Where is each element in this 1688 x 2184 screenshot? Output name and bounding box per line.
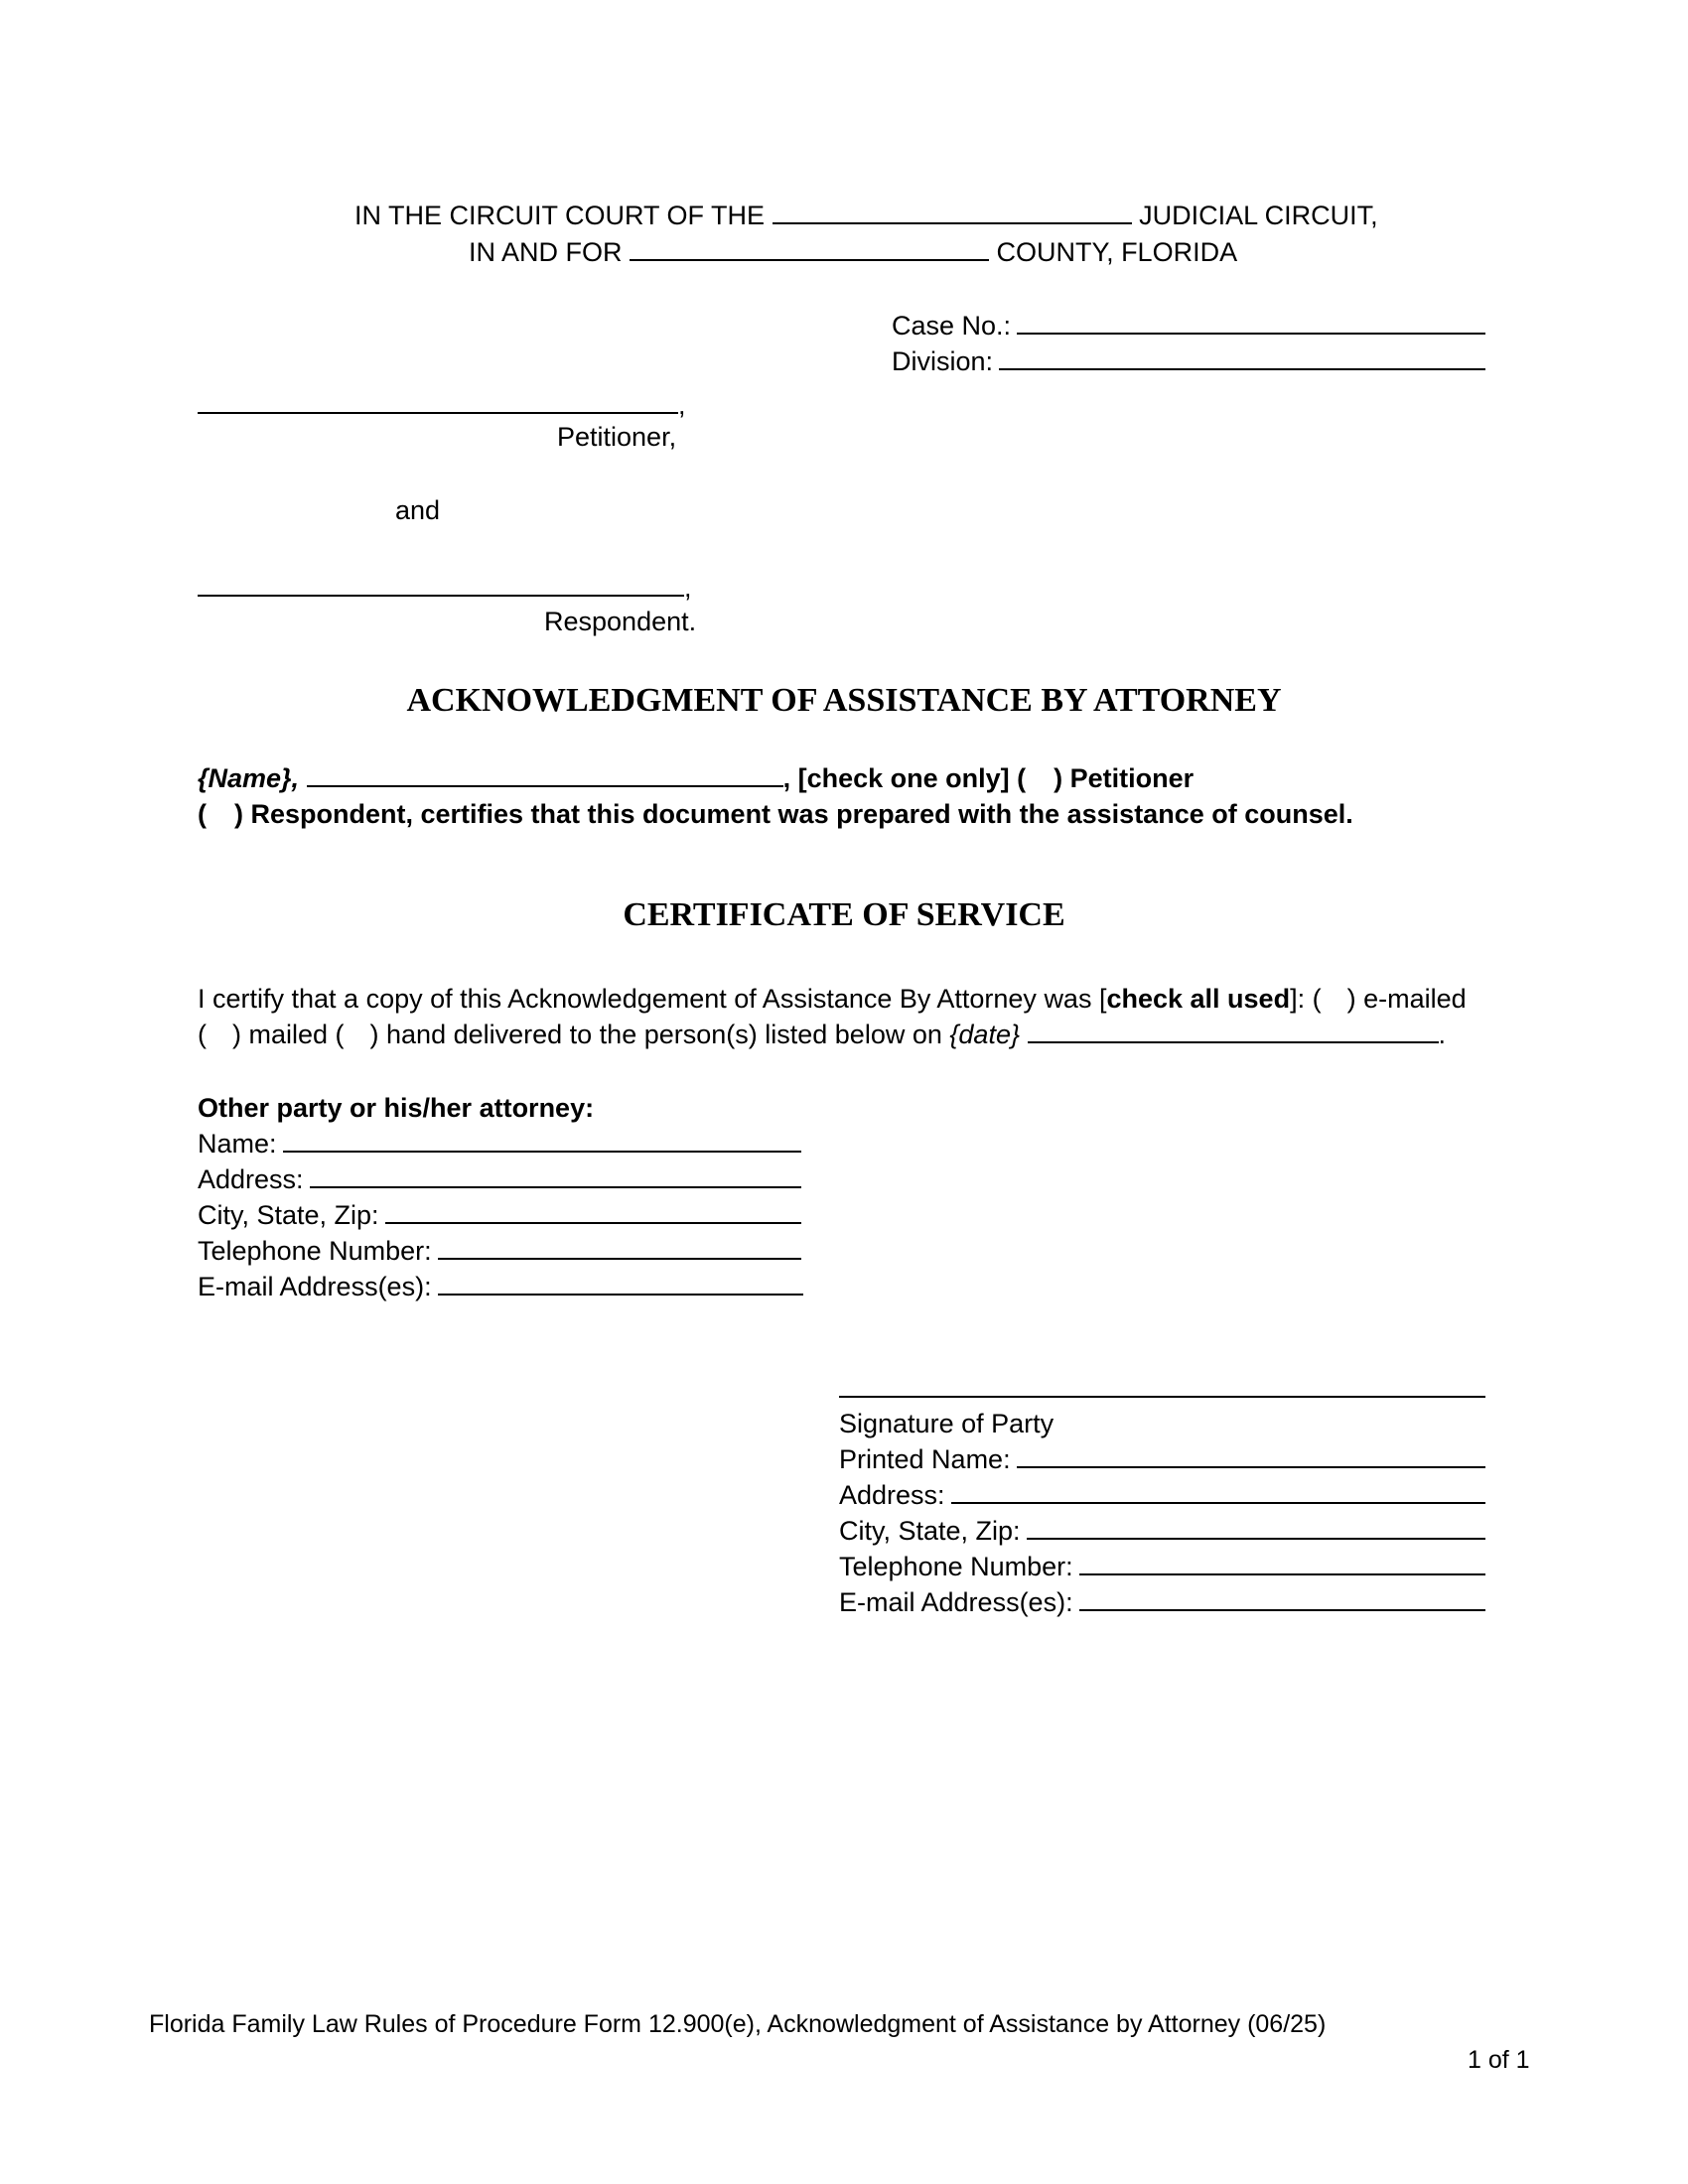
case-no-field: Case No.: (892, 310, 1485, 341)
petitioner-name-blank[interactable] (198, 390, 678, 414)
service-date-blank[interactable] (1028, 1020, 1439, 1043)
signature-line[interactable] (839, 1396, 1485, 1398)
signature-city-field: City, State, Zip: (839, 1515, 1485, 1547)
county-blank[interactable] (630, 237, 989, 261)
signature-address-blank[interactable] (951, 1480, 1485, 1504)
other-party-email-field: E-mail Address(es): (198, 1271, 803, 1302)
other-party-telephone-blank[interactable] (438, 1236, 801, 1260)
signature-printed-name-field: Printed Name: (839, 1443, 1485, 1475)
other-party-name-field: Name: (198, 1128, 801, 1160)
division-field: Division: (892, 345, 1485, 377)
page-number: 1 of 1 (1468, 2046, 1530, 2074)
footer-form-text: Florida Family Law Rules of Procedure Form 12.900(e), Acknowledgment of Assistance by Attorney (06/25) (149, 2010, 1327, 2038)
case-no-blank[interactable] (1017, 311, 1485, 335)
signature-city-blank[interactable] (1027, 1516, 1485, 1540)
county-line: IN AND FOR COUNTY, FLORIDA (469, 237, 1238, 267)
signature-email-blank[interactable] (1079, 1587, 1485, 1611)
acknowledgment-line-2: ( ) Respondent, certifies that this document was prepared with the assistance of counsel. (198, 799, 1353, 829)
signature-address-field: Address: (839, 1479, 1485, 1511)
other-party-heading: Other party or his/her attorney: (198, 1093, 595, 1123)
and-text: and (395, 495, 441, 525)
petitioner-name-line: , (198, 389, 686, 421)
other-party-city-field: City, State, Zip: (198, 1199, 801, 1231)
other-party-email-blank[interactable] (438, 1272, 803, 1296)
signature-telephone-field: Telephone Number: (839, 1551, 1485, 1582)
other-party-name-blank[interactable] (283, 1129, 801, 1153)
signature-printed-name-blank[interactable] (1017, 1444, 1485, 1468)
certificate-line-2: ( ) mailed ( ) hand delivered to the person(s) listed below on {date} . (198, 1020, 1447, 1049)
signature-telephone-blank[interactable] (1079, 1552, 1485, 1575)
petitioner-label: Petitioner, (557, 422, 677, 452)
acknowledgment-name-blank[interactable] (307, 763, 783, 787)
signature-email-field: E-mail Address(es): (839, 1586, 1485, 1618)
signature-label: Signature of Party (839, 1409, 1055, 1438)
judicial-circuit-blank[interactable] (773, 201, 1132, 224)
court-line: IN THE CIRCUIT COURT OF THE JUDICIAL CIRCUIT, (354, 201, 1378, 230)
respondent-name-line: , (198, 572, 692, 604)
other-party-address-blank[interactable] (310, 1164, 801, 1188)
certificate-title: CERTIFICATE OF SERVICE (623, 896, 1065, 933)
acknowledgment-title: ACKNOWLEDGMENT OF ASSISTANCE BY ATTORNEY (406, 682, 1282, 719)
other-party-address-field: Address: (198, 1163, 801, 1195)
division-blank[interactable] (999, 346, 1485, 370)
other-party-city-blank[interactable] (385, 1200, 801, 1224)
respondent-name-blank[interactable] (198, 573, 684, 597)
other-party-telephone-field: Telephone Number: (198, 1235, 801, 1267)
respondent-label: Respondent. (544, 607, 697, 636)
acknowledgment-line-1: {Name}, , [check one only] ( ) Petitioner (198, 763, 1195, 793)
certificate-line-1: I certify that a copy of this Acknowledgement of Assistance By Attorney was [check all used]: ( ) e-mailed (198, 984, 1467, 1014)
